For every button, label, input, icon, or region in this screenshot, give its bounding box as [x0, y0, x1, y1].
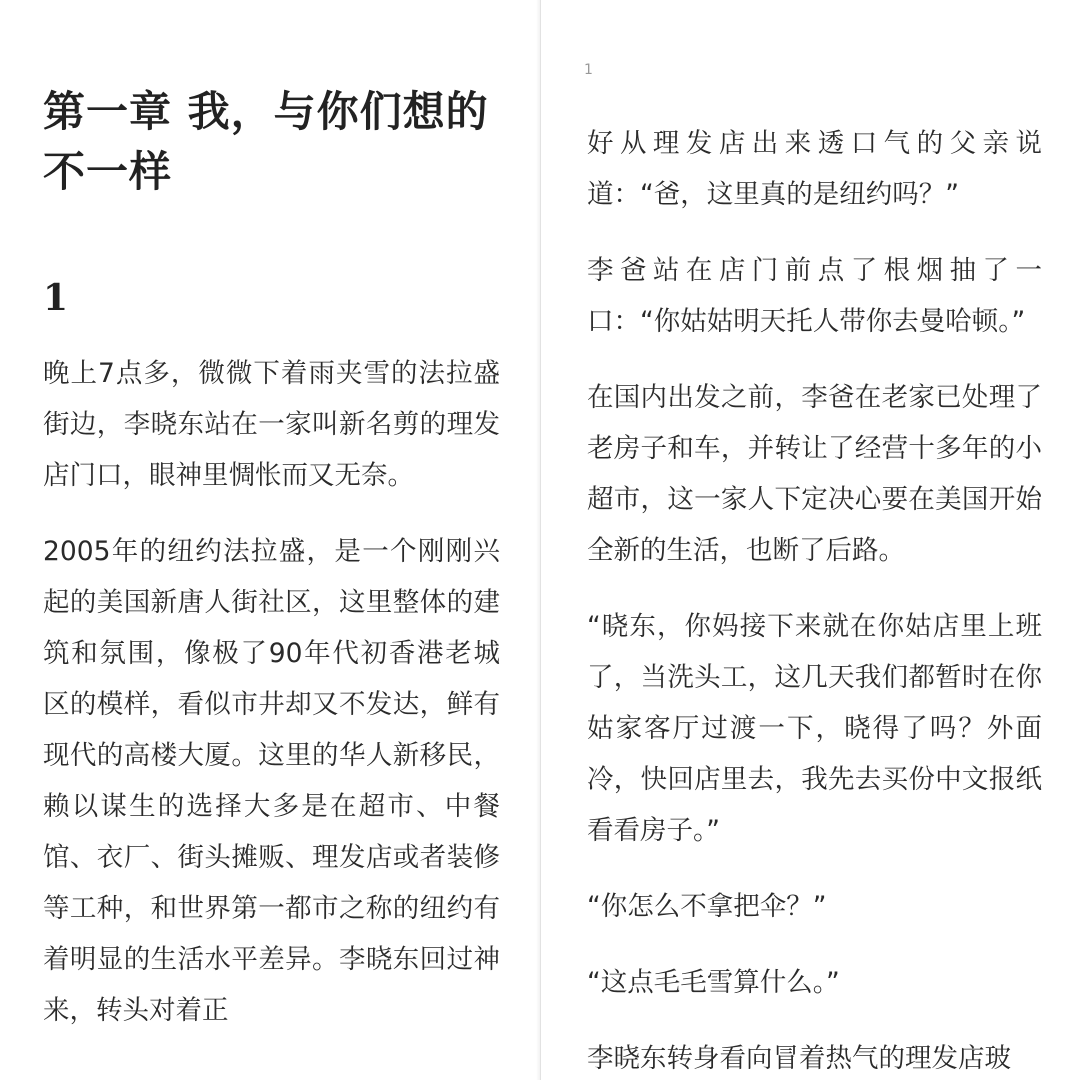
paragraph: 晚上7点多，微微下着雨夹雪的法拉盛街边，李晓东站在一家叫新名剪的理发店门口，眼神里惆怅而又无奈。 [43, 358, 500, 491]
paragraph: “你怎么不拿把伞？” [587, 891, 827, 922]
section-number: 1 [43, 277, 69, 319]
paragraph: 李爸站在店门前点了根烟抽了一口：“你姑姑明天托人带你去曼哈顿。” [587, 255, 1042, 337]
paragraph: “晓东，你妈接下来就在你姑店里上班了，当洗头工，这几天我们都暂时在你姑家客厅过渡一下，晓得了吗？外面冷，快回店里去，我先去买份中文报纸看看房子。” [587, 611, 1042, 846]
paragraph: 在国内出发之前，李爸在老家已处理了老房子和车，并转让了经营十多年的小超市，这一家人下定决心要在美国开始全新的生活，也断了后路。 [587, 382, 1042, 566]
chapter-title: 第一章 我，与你们想的不一样 [43, 87, 489, 196]
paragraph: “这点毛毛雪算什么。” [587, 967, 840, 998]
paragraph: 李晓东转身看向冒着热气的理发店玻 [587, 1043, 1011, 1074]
right-page-content [587, 0, 1042, 1080]
paragraph: 好从理发店出来透口气的父亲说道：“爸，这里真的是纽约吗？” [587, 128, 1042, 210]
paragraph: 2005年的纽约法拉盛，是一个刚刚兴起的美国新唐人街社区，这里整体的建筑和氛围，像极了90年代初香港老城区的模样，看似市井却又不发达，鲜有现代的高楼大厦。这里的华人新移民，赖以谋生的选择大多是在超市、中餐馆、衣厂、街头摊贩、理发店或者装修等工种，和世界第一都市之称的纽约有着明显的生活水平差异。李晓东回过神来，转头对着正 [43, 536, 500, 1026]
right-page[interactable] [540, 0, 1080, 1080]
page-number: 1 [584, 62, 593, 78]
